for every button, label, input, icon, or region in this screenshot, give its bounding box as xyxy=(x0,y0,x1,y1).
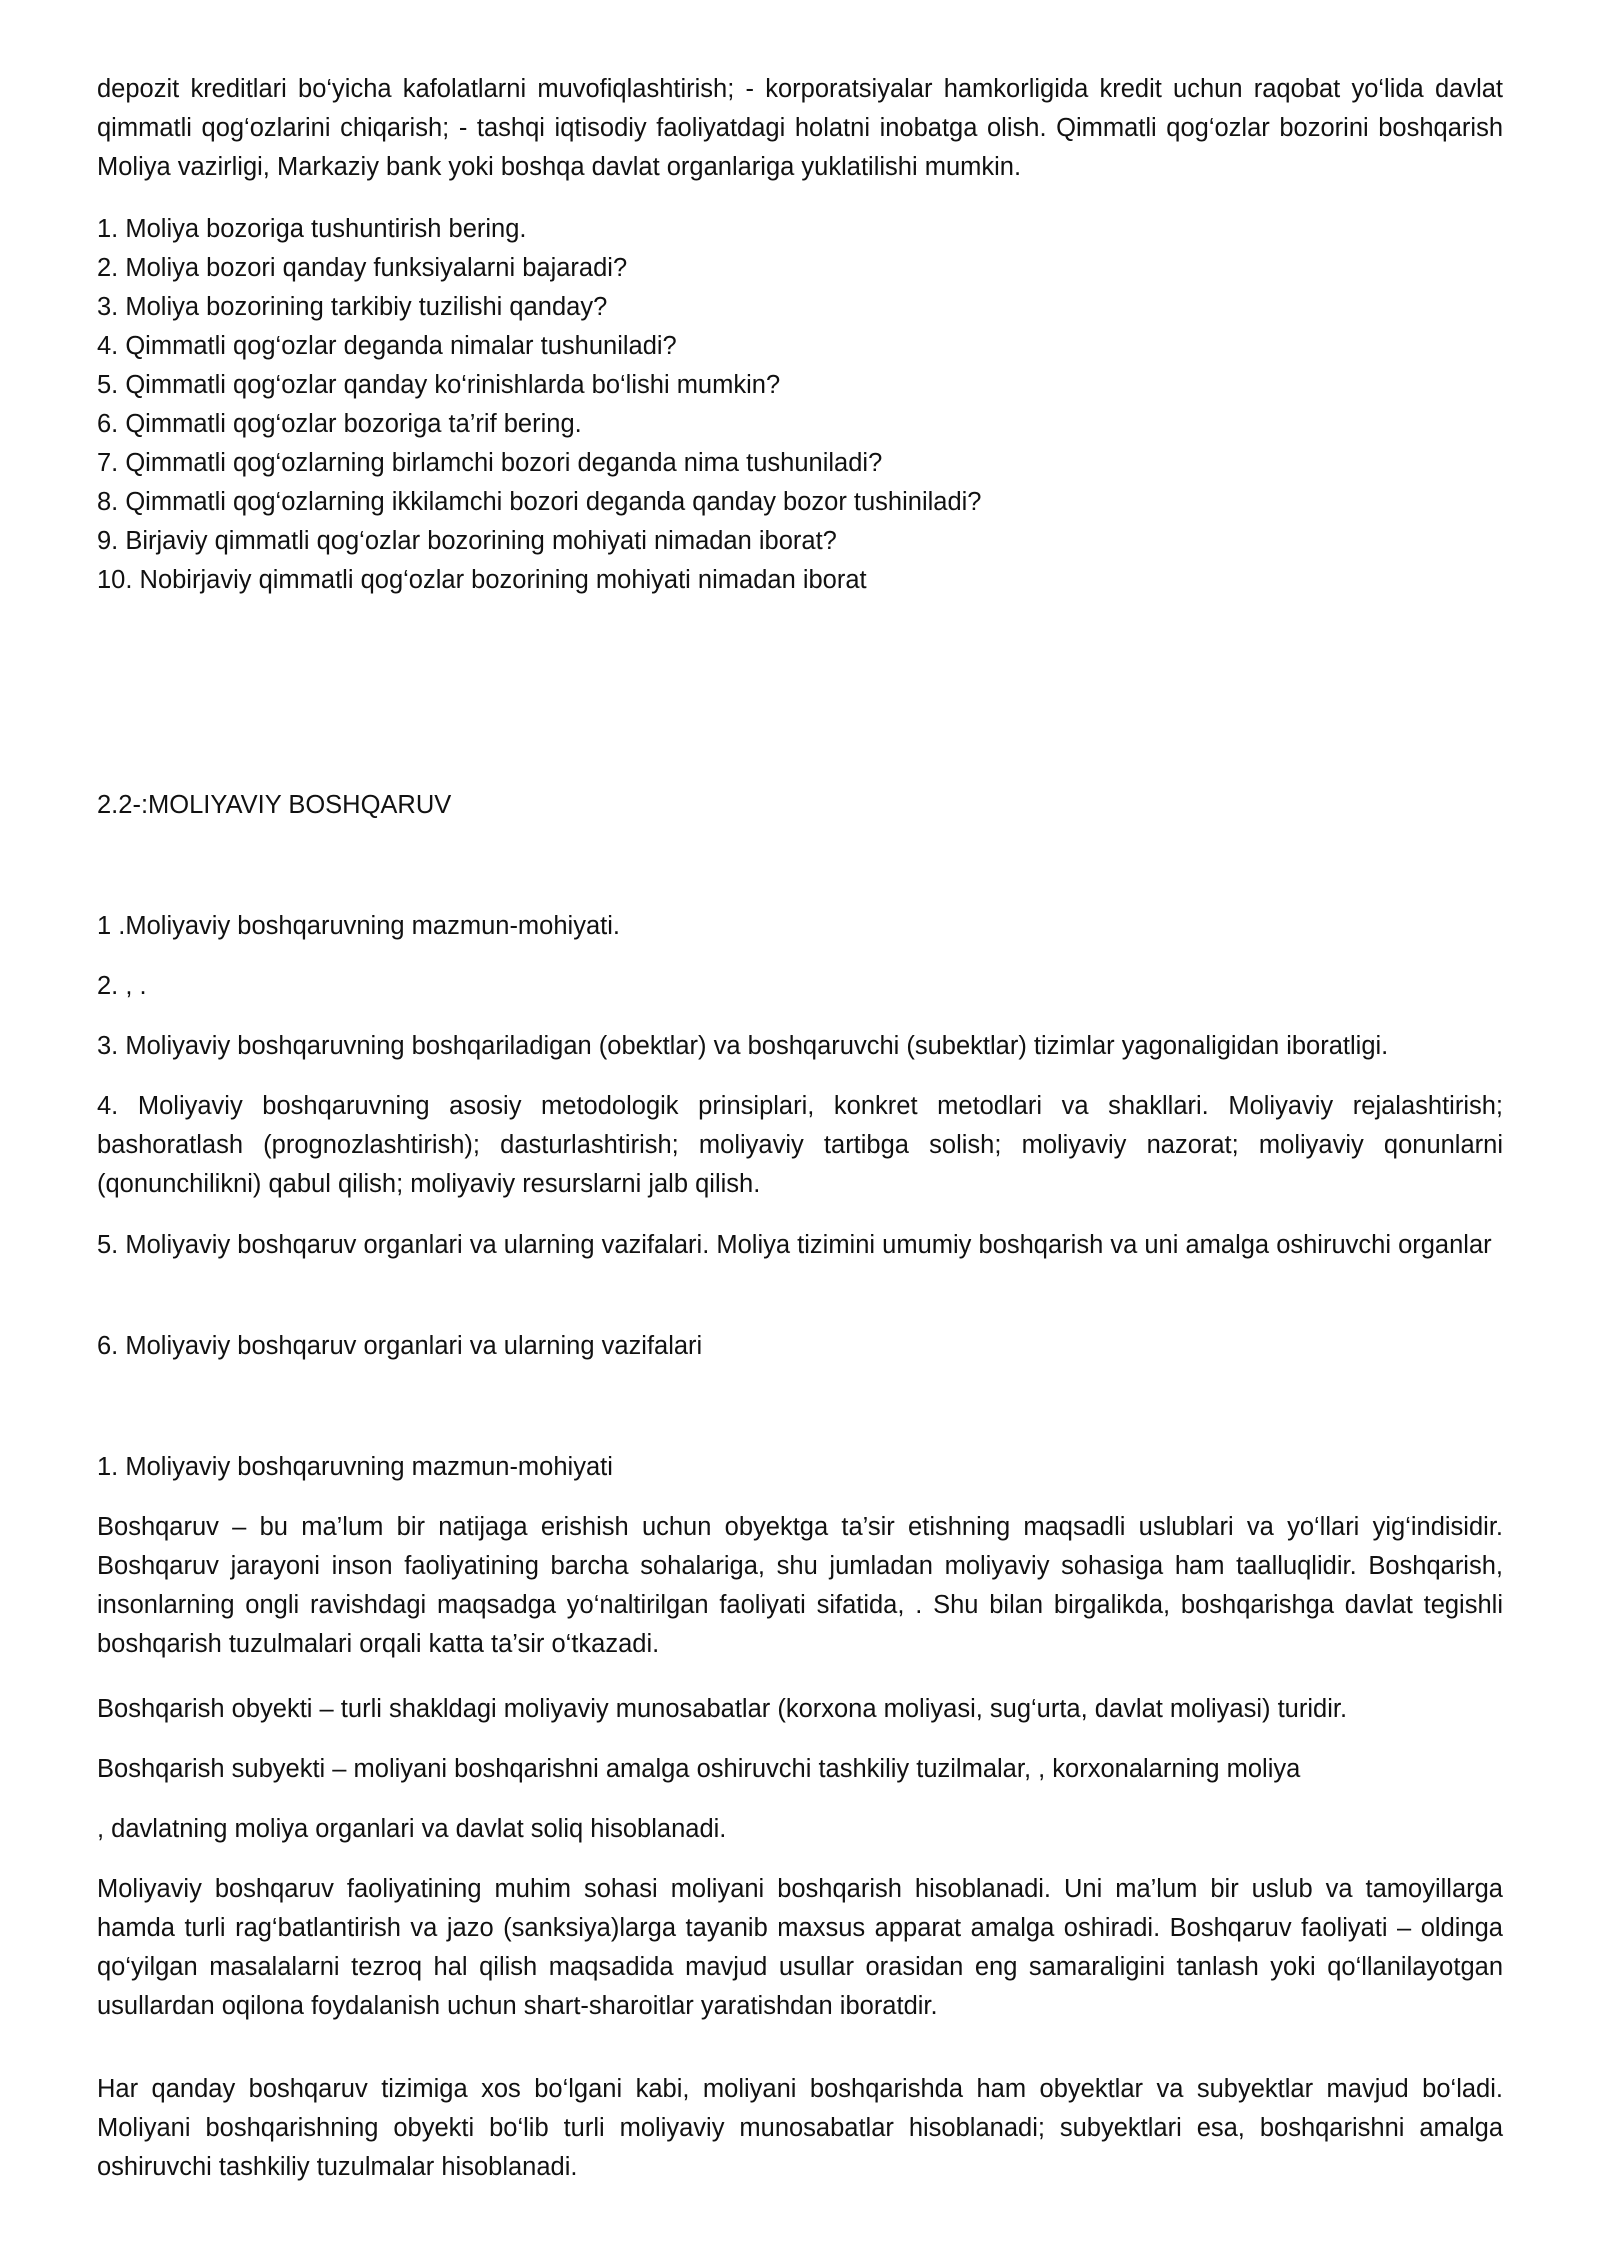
body-paragraph-4: , davlatning moliya organlari va davlat soliq hisoblanadi. xyxy=(97,1815,727,1843)
list-item: 6. Qimmatli qog‘ozlar bozoriga ta’rif bering. xyxy=(97,410,582,438)
list-item: 9. Birjaviy qimmatli qog‘ozlar bozorining mohiyati nimadan iborat? xyxy=(97,527,837,555)
body-paragraph-3: Boshqarish subyekti – moliyani boshqarishni amalga oshiruvchi tashkiliy tuzilmalar, , korxonalarning moliya xyxy=(97,1755,1301,1783)
outline-item-1: 1 .Moliyaviy boshqaruvning mazmun-mohiyati. xyxy=(97,912,620,940)
section-heading: 2.2-:MOLIYAVIY BOSHQARUV xyxy=(97,791,452,819)
body-paragraph-1: Boshqaruv – bu ma’lum bir natijaga erishish uchun obyektga ta’sir etishning maqsadli uslublari va yo‘llari yig‘indisidir. Boshqaruv jarayoni inson faoliyatining barcha sohalariga, shu jumladan moliyaviy sohasiga ham taalluqlidir. Boshqarish, insonlarning ongli ravishdagi maqsadga yo‘naltirilgan faoliyati sifatida, . Shu bilan birgalikda, boshqarishga davlat tegishli boshqarish tuzulmalari orqali katta ta’sir o‘tkazadi. xyxy=(97,1513,1503,1658)
outline-item-2: 2. , . xyxy=(97,972,147,1000)
outline-item-4: 4. Moliyaviy boshqaruvning asosiy metodologik prinsiplari, konkret metodlari va shakllari. Moliyaviy rejalashtirish; bashoratlash (prognozlashtirish); dasturlashtirish; moliyaviy tartibga solish; moliyaviy nazorat; moliyaviy qonunlarni (qonunchilikni) qabul qilish; moliyaviy resurslarni jalb qilish. xyxy=(97,1092,1503,1198)
list-item: 5. Qimmatli qog‘ozlar qanday ko‘rinishlarda bo‘lishi mumkin? xyxy=(97,371,781,399)
list-item: 8. Qimmatli qog‘ozlarning ikkilamchi bozori deganda qanday bozor tushiniladi? xyxy=(97,488,982,516)
list-item: 2. Moliya bozori qanday funksiyalarni bajaradi? xyxy=(97,254,628,282)
questions-list xyxy=(97,210,1503,600)
body-paragraph-6: Har qanday boshqaruv tizimiga xos bo‘lgani kabi, moliyani boshqarishda ham obyektlar va subyektlar mavjud bo‘ladi. Moliyani boshqarishning obyekti bo‘lib turli moliyaviy munosabatlar hisoblanadi; subyektlari esa, boshqarishni amalga oshiruvchi tashkiliy tuzulmalar hisoblanadi. xyxy=(97,2075,1503,2181)
body-paragraph-2: Boshqarish obyekti – turli shakldagi moliyaviy munosabatlar (korxona moliyasi, sug‘urta, davlat moliyasi) turidir. xyxy=(97,1695,1348,1723)
list-item: 3. Moliya bozorining tarkibiy tuzilishi qanday? xyxy=(97,293,608,321)
outline-item-6: 6. Moliyaviy boshqaruv organlari va ularning vazifalari xyxy=(97,1332,703,1360)
list-item: 7. Qimmatli qog‘ozlarning birlamchi bozori deganda nima tushuniladi? xyxy=(97,449,883,477)
list-item: 1. Moliya bozoriga tushuntirish bering. xyxy=(97,215,527,243)
list-item: 10. Nobirjaviy qimmatli qog‘ozlar bozorining mohiyati nimadan iborat xyxy=(97,566,867,594)
body-paragraph-5: Moliyaviy boshqaruv faoliyatining muhim sohasi moliyani boshqarish hisoblanadi. Uni ma’lum bir uslub va tamoyillarga hamda turli rag‘batlantirish va jazo (sanksiya)larga tayanib maxsus apparat amalga oshiradi. Boshqaruv faoliyati – oldinga qo‘yilgan masalalarni tezroq hal qilish maqsadida mavjud usullar orasidan eng samaraligini tanlash yoki qo‘llanilayotgan usullardan oqilona foydalanish uchun shart-sharoitlar yaratishdan iboratdir. xyxy=(97,1875,1503,2020)
intro-paragraph: depozit kreditlari bo‘yicha kafolatlarni muvofiqlashtirish; - korporatsiyalar hamkorligida kredit uchun raqobat yo‘lida davlat qimmatli qog‘ozlarini chiqarish; - tashqi iqtisodiy faoliyatdagi holatni inobatga olish. Qimmatli qog‘ozlar bozorini boshqarish Moliya vazirligi, Markaziy bank yoki boshqa davlat organlariga yuklatilishi mumkin. xyxy=(97,75,1503,181)
list-item: 4. Qimmatli qog‘ozlar deganda nimalar tushuniladi? xyxy=(97,332,677,360)
subsection-heading: 1. Moliyaviy boshqaruvning mazmun-mohiyati xyxy=(97,1453,613,1481)
outline-item-5: 5. Moliyaviy boshqaruv organlari va ularning vazifalari. Moliya tizimini umumiy boshqarish va uni amalga oshiruvchi organlar xyxy=(97,1231,1492,1259)
outline-item-3: 3. Moliyaviy boshqaruvning boshqariladigan (obektlar) va boshqaruvchi (subektlar) tizimlar yagonaligidan iboratligi. xyxy=(97,1032,1389,1060)
